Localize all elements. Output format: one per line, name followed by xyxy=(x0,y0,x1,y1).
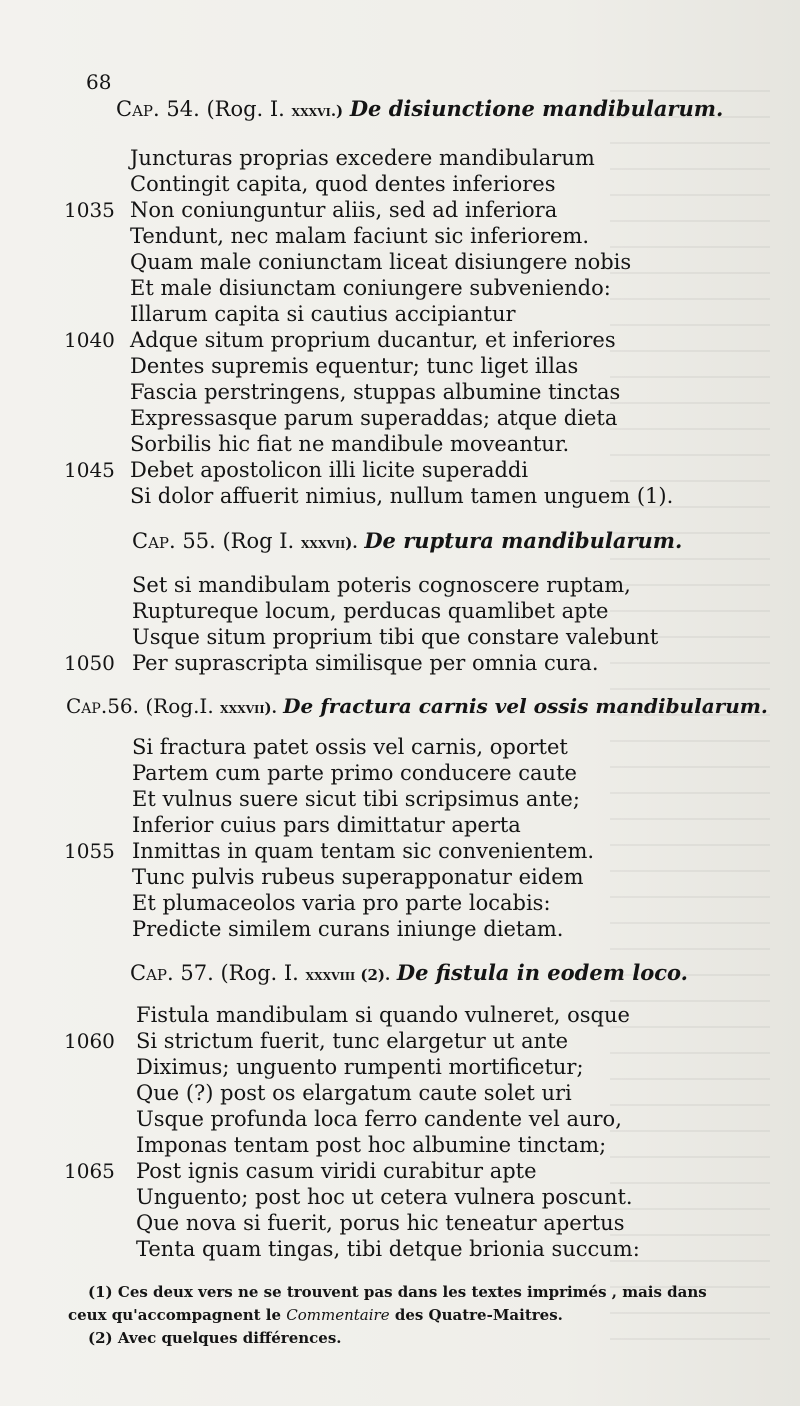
verse-line: Predicte similem curans iniunge dietam. xyxy=(132,917,564,941)
verse-line: Non coniunguntur aliis, sed ad inferiora xyxy=(130,198,558,222)
line-number: 1055 xyxy=(64,839,115,863)
verse-line: Expressasque parum superaddas; atque dieta xyxy=(130,406,618,430)
verse-line: Si strictum fuerit, tunc elargetur ut ante xyxy=(136,1029,569,1053)
verse-line: Adque situm proprium ducantur, et inferiores xyxy=(130,328,616,352)
line-number: 1035 xyxy=(64,198,115,222)
verse-line: Diximus; unguento rumpenti mortificetur; xyxy=(136,1055,584,1079)
verse-line: Tunc pulvis rubeus superapponatur eidem xyxy=(132,865,584,889)
verse-line: Que (?) post os elargatum caute solet uri xyxy=(136,1081,572,1105)
chapter-heading-55: Cap. 55. (Rog I. xxxvii). De ruptura mandibularum. xyxy=(132,528,683,553)
verse-line: Et plumaceolos varia pro parte locabis: xyxy=(132,891,551,915)
verse-line: Fascia perstringens, stuppas albumine tinctas xyxy=(130,380,621,404)
verse-line: Sorbilis hic fiat ne mandibule moveantur. xyxy=(130,432,570,456)
verse-line: Ruptureque locum, perducas quamlibet apte xyxy=(132,599,609,623)
line-number: 1065 xyxy=(64,1159,115,1183)
verse-line: Contingit capita, quod dentes inferiores xyxy=(130,172,556,196)
verse-line: Set si mandibulam poteris cognoscere ruptam, xyxy=(132,573,631,597)
verse-line: Illarum capita si cautius accipiantur xyxy=(130,302,516,326)
verse-line: Usque situm proprium tibi que constare valebunt xyxy=(132,625,659,649)
verse-line: Tendunt, nec malam faciunt sic inferiorem. xyxy=(130,224,590,248)
verse-line: Partem cum parte primo conducere caute xyxy=(132,761,577,785)
chapter-heading-57: Cap. 57. (Rog. I. xxxviii (2). De fistula in eodem loco. xyxy=(130,960,688,985)
chapter-heading-56: Cap.56. (Rog.I. xxxvii). De fractura carnis vel ossis mandibularum. xyxy=(66,694,768,718)
page-number: 68 xyxy=(86,70,112,94)
verse-line: Juncturas proprias excedere mandibularum xyxy=(130,146,595,170)
verse-line: Dentes supremis equentur; tunc liget illas xyxy=(130,354,579,378)
verse-line: Tenta quam tingas, tibi detque brionia succum: xyxy=(136,1237,640,1261)
verse-line: Usque profunda loca ferro candente vel auro, xyxy=(136,1107,622,1131)
footnote-2: (2) Avec quelques différences. xyxy=(88,1329,342,1347)
line-number: 1045 xyxy=(64,458,115,482)
verse-line: Et vulnus suere sicut tibi scripsimus ante; xyxy=(132,787,580,811)
chapter-heading-54: Cap. 54. (Rog. I. xxxvi.) De disiunctione mandibularum. xyxy=(116,96,724,121)
footnote-1-line-1: (1) Ces deux vers ne se trouvent pas dans les textes imprimés , mais dans xyxy=(88,1283,707,1301)
verse-line: Per suprascripta similisque per omnia cura. xyxy=(132,651,599,675)
verse-line: Si dolor affuerit nimius, nullum tamen unguem (1). xyxy=(130,484,674,508)
verse-line: Quam male coniunctam liceat disiungere nobis xyxy=(130,250,632,274)
footnote-1-line-2: ceux qu'accompagnent le Commentaire des Quatre-Maitres. xyxy=(68,1306,563,1324)
line-number: 1060 xyxy=(64,1029,115,1053)
verse-line: Inferior cuius pars dimittatur aperta xyxy=(132,813,521,837)
verse-line: Unguento; post hoc ut cetera vulnera poscunt. xyxy=(136,1185,633,1209)
verse-line: Imponas tentam post hoc albumine tinctam; xyxy=(136,1133,607,1157)
verse-line: Fistula mandibulam si quando vulneret, osque xyxy=(136,1003,630,1027)
line-number: 1050 xyxy=(64,651,115,675)
verse-line: Post ignis casum viridi curabitur apte xyxy=(136,1159,537,1183)
verse-line: Que nova si fuerit, porus hic teneatur apertus xyxy=(136,1211,625,1235)
verse-line: Inmittas in quam tentam sic convenientem. xyxy=(132,839,595,863)
verse-line: Si fractura patet ossis vel carnis, oportet xyxy=(132,735,568,759)
verse-line: Et male disiunctam coniungere subveniendo: xyxy=(130,276,611,300)
line-number: 1040 xyxy=(64,328,115,352)
verse-line: Debet apostolicon illi licite superaddi xyxy=(130,458,529,482)
